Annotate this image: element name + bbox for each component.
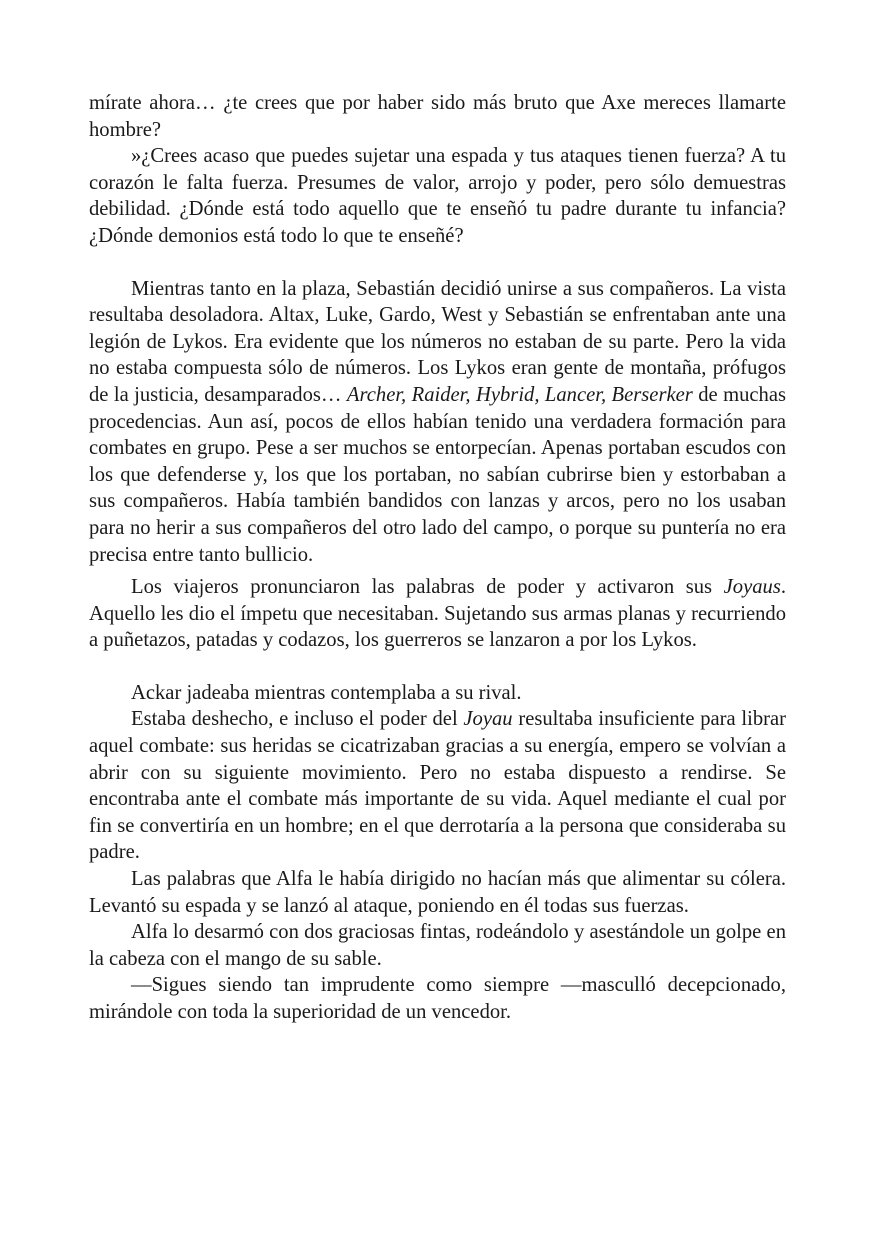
text-span: Estaba deshecho, e incluso el poder del — [131, 708, 464, 731]
paragraph — [89, 866, 786, 919]
italic-text: Archer, Raider, Hybrid, Lancer, Berserker — [346, 383, 693, 406]
text-span: de muchas procedencias. Aun así, pocos de ellos habían tenido una verdadera formación para combates en grupo. Pese a ser muchos se entorpecían. Apenas portaban escudos con los que defenderse y, los que los portaban, no sabían cubrirse bien y estorbaban a sus compañeros. Había también bandidos con lanzas y arcos, pero no los usaban para no herir a sus compañeros del otro lado del campo, o porque su puntería no era precisa entre tanto bullicio. — [89, 383, 786, 566]
document-page — [89, 90, 786, 1026]
text-span: Mientras tanto en la plaza, Sebastián decidió unirse a sus compañeros. La vista resultaba desoladora. Altax, Luke, Gardo, West y Sebastián se enfrentaban ante una legión de Lykos. Era evidente que los números no estaban de su parte. Pero la vida no estaba compuesta sólo de números. Los Lykos eran gente de montaña, prófugos de la justicia, desamparados… — [89, 277, 786, 406]
italic-text: Joyau — [463, 708, 513, 731]
text-span: mírate ahora… ¿te crees que por haber sido más bruto que Axe mereces llamarte hombre? — [89, 92, 786, 141]
text-span: . Aquello les dio el ímpetu que necesitaban. Sujetando sus armas planas y recurriendo a puñetazos, patadas y codazos, los guerreros se lanzaron a por los Lykos. — [89, 576, 786, 652]
paragraph — [89, 276, 786, 569]
paragraph — [89, 706, 786, 866]
paragraph — [89, 574, 786, 654]
paragraph — [89, 90, 786, 143]
text-span: »¿Crees acaso que puedes sujetar una espada y tus ataques tienen fuerza? A tu corazón le falta fuerza. Presumes de valor, arrojo y poder, pero sólo demuestras debilidad. ¿Dónde está todo aquello que te enseñó tu padre durante tu infancia? ¿Dónde demonios está todo lo que te enseñé? — [89, 145, 786, 247]
paragraph — [89, 919, 786, 972]
italic-text: Joyaus — [723, 576, 781, 599]
text-span: Ackar jadeaba mientras contemplaba a su rival. — [131, 681, 522, 704]
text-span: Alfa lo desarmó con dos graciosas fintas, rodeándolo y asestándole un golpe en la cabeza con el mango de su sable. — [89, 921, 786, 970]
paragraph — [89, 972, 786, 1025]
text-span: —Sigues siendo tan imprudente como siempre —masculló decepcionado, mirándole con toda la superioridad de un vencedor. — [89, 974, 786, 1023]
paragraph — [89, 680, 786, 707]
text-span: resultaba insuficiente para librar aquel combate: sus heridas se cicatrizaban gracias a su energía, empero se volvían a abrir con su siguiente movimiento. Pero no estaba dispuesto a rendirse. Se encontraba ante el combate más importante de su vida. Aquel mediante el cual por fin se convertiría en un hombre; en el que derrotaría a la persona que consideraba su padre. — [89, 708, 787, 864]
text-span: Las palabras que Alfa le había dirigido no hacían más que alimentar su cólera. Levantó su espada y se lanzó al ataque, poniendo en él todas sus fuerzas. — [89, 868, 786, 917]
paragraph — [89, 143, 786, 249]
text-span: Los viajeros pronunciaron las palabras de poder y activaron sus — [131, 576, 724, 599]
